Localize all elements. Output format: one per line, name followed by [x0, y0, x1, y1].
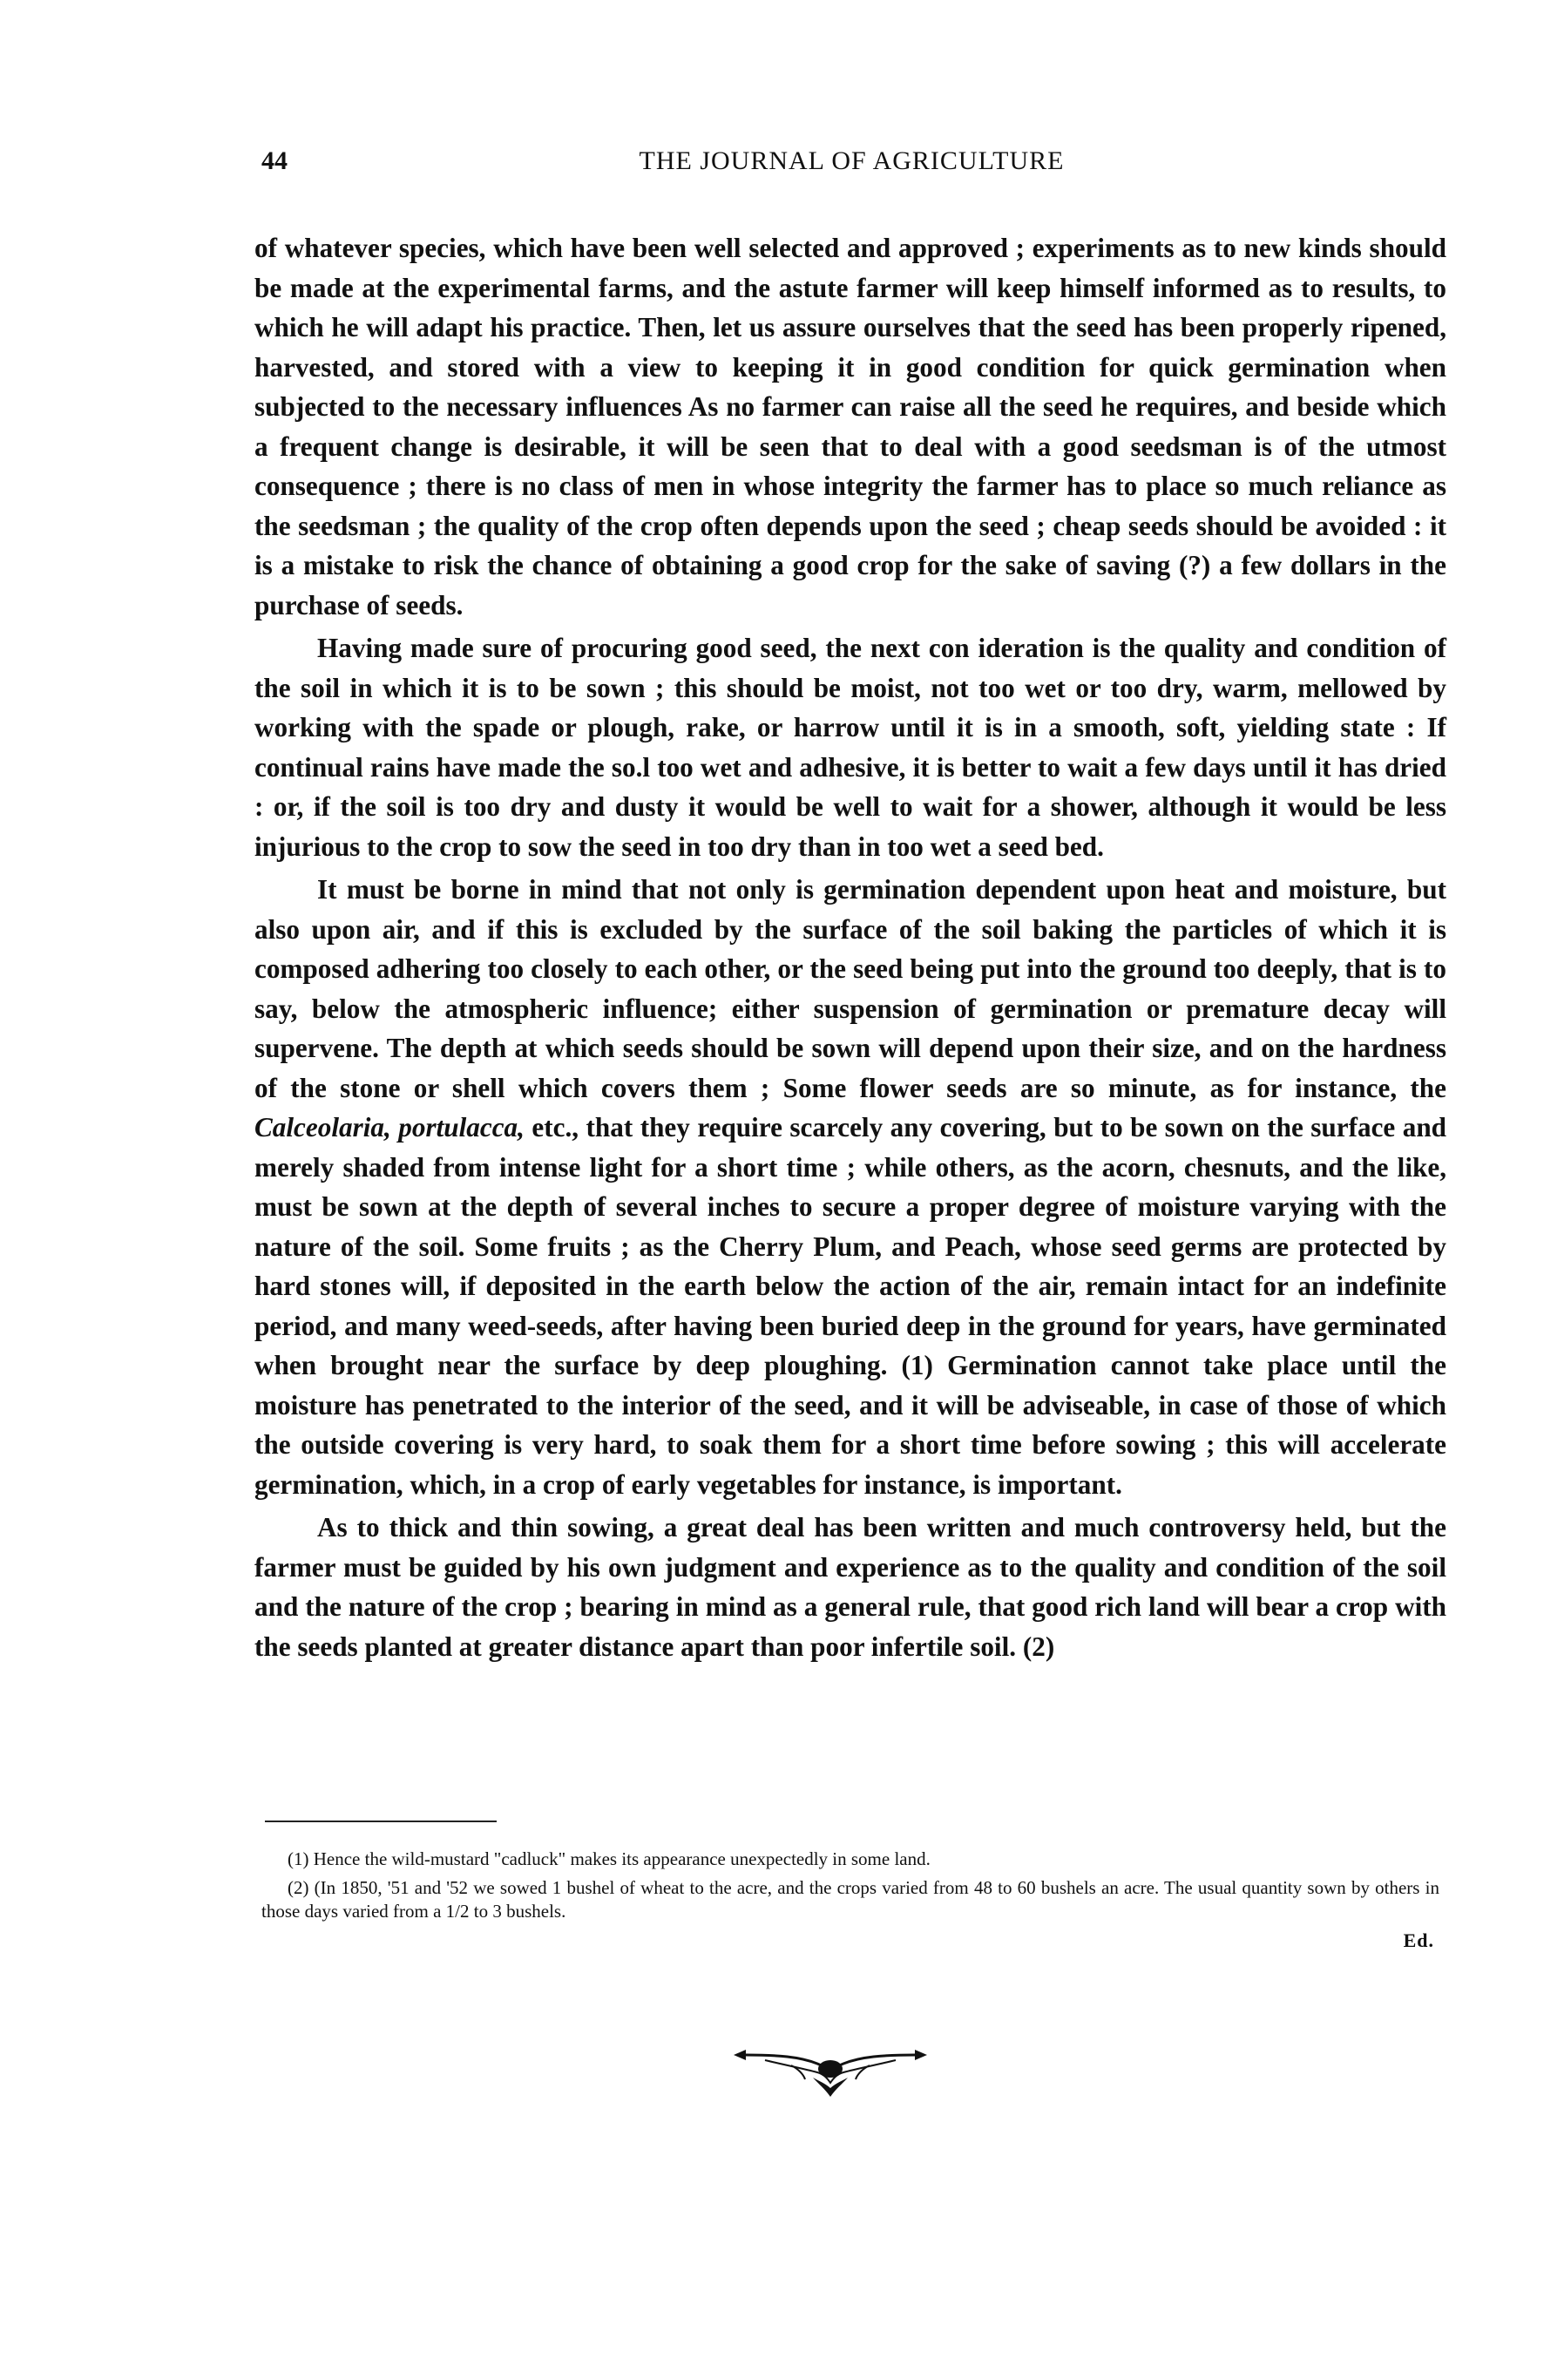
paragraph-3 [254, 870, 1446, 1504]
italic-portulacca: portulacca, [398, 1112, 525, 1143]
page-header [261, 146, 1442, 181]
page-number: 44 [261, 146, 288, 175]
paragraph-1: of whatever species, which have been well selected and approved ; experiments as to new kinds should be made at the experimental farms, and the astute farmer will keep himself informed as to results, to which he will adapt his practice. Then, let us assure ourselves that the seed has been properly ripened, harvested, and stored with a view to keeping it in good condition for quick germination when subjected to the necessary influences As no farmer can raise all the seed he requires, and beside which a frequent change is desirable, it will be seen that to deal with a good seedsman is of the utmost consequence ; there is no class of men in whose integrity the farmer has to place so much reliance as the seedsman ; the quality of the crop often depends upon the seed ; cheap seeds should be avoided : it is a mistake to risk the chance of obtaining a good crop for the sake of saving (?) a few dollars in the purchase of seeds. [254, 233, 1446, 620]
paragraph-3-part-b: etc., that they require scarcely any covering, but to be sown on the surface and merely shaded from intense light for a short time ; while others, as the acorn, chesnuts, and the like, must be sown at the depth of several inches to secure a proper degree of moisture varying with the nature of the soil. Some fruits ; as the Cherry Plum, and Peach, whose seed germs are protected by hard stones will, if deposited in the earth below the action of the air, remain intact for an indefinite period, and many weed-seeds, after having been buried deep in the ground for years, have germinated when brought near the surface by deep ploughing. (1) Germination cannot take place until the moisture has penetrated to the interior of the seed, and it will be adviseable, in case of those of which the outside covering is very hard, to soak them for a short time before sowing ; this will accelerate germination, which, in a crop of early vegetables for instance, is important. [254, 1112, 1447, 1500]
footnotes [261, 1848, 1439, 1952]
footnote-2: (2) (In 1850, '51 and '52 we sowed 1 bushel of wheat to the acre, and the crops varied from 48 to 60 bushels an acre. The usual quantity sown by others in those days varied from a 1/2 to 3 bushels. [261, 1877, 1439, 1922]
italic-calceolaria: Calceolaria, [254, 1112, 391, 1143]
paragraph-2: Having made sure of procuring good seed, the next con ideration is the quality and condition of the soil in which it is to be sown ; this should be moist, not too wet or too dry, warm, mellowed by working with the spade or plough, rake, or harrow until it is in a smooth, soft, yielding state : If continual rains have made the so.l too wet and adhesive, it is better to wait a few days until it has dried : or, if the soil is too dry and dusty it would be well to wait for a shower, although it would be less injurious to the crop to sow the seed in too dry than in too wet a seed bed. [254, 633, 1446, 862]
paragraph-3-part-a: It must be borne in mind that not only is germination dependent upon heat and moisture, but also upon air, and if this is excluded by the surface of the soil baking the particles of which it is composed adhering too closely to each other, or the seed being put into the ground too deeply, that is to say, below the atmospheric influence; either suspension of germination or premature decay will supervene. The depth at which seeds should be sown will depend upon their size, and on the hardness of the stone or shell which covers them ; Some flower seeds are so minute, as for instance, the [254, 874, 1446, 1103]
footnote-1: (1) Hence the wild-mustard "cadluck" makes its appearance unexpectedly in some land. [288, 1848, 931, 1869]
article-body [254, 228, 1446, 1666]
paragraph-4: As to thick and thin sowing, a great deal has been written and much controversy held, but the farmer must be guided by his own judgment and experience as to the quality and condition of the soil and the nature of the crop ; bearing in mind as a general rule, that good rich land will bear a crop with the seeds planted at greater distance apart than poor infertile soil. (2) [254, 1512, 1446, 1662]
running-title: THE JOURNAL OF AGRICULTURE [639, 146, 1065, 175]
editor-signature: Ed. [1403, 1929, 1434, 1951]
footnote-divider [265, 1821, 497, 1822]
tailpiece-ornament-icon [730, 2039, 931, 2100]
